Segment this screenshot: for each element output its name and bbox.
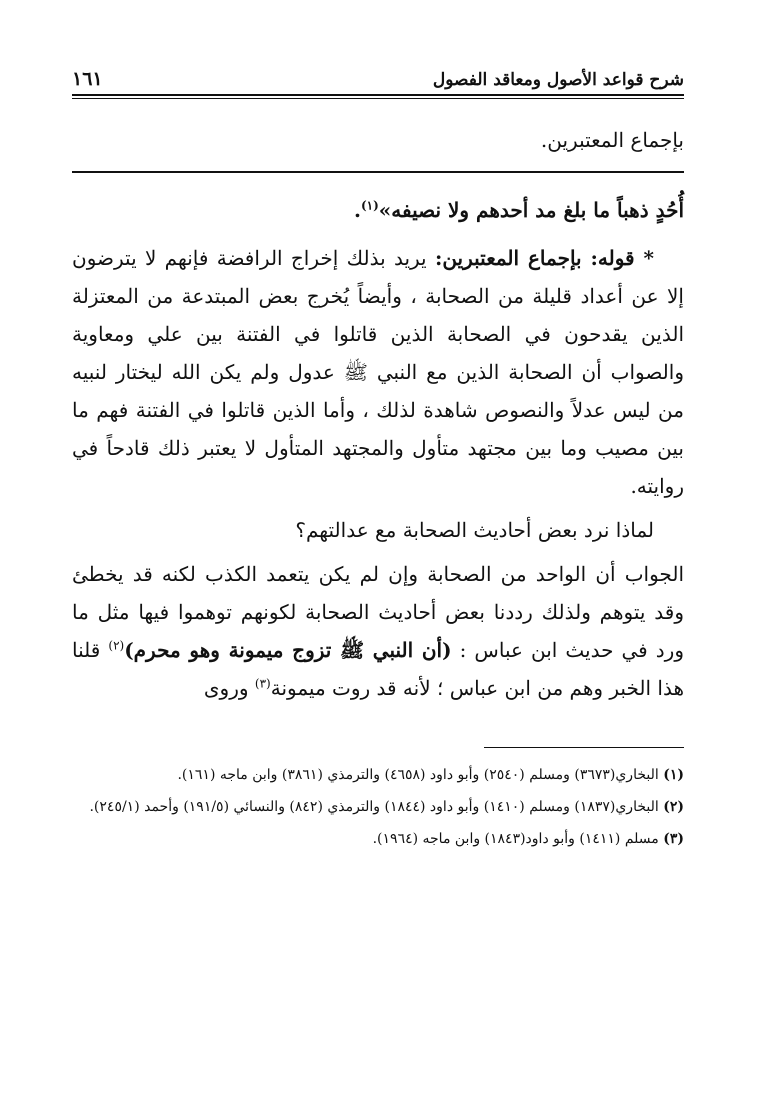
footnote-text: البخاري(٣٦٧٣) ومسلم (٢٥٤٠) وأبو داود (٤٦٥٨) والترمذي (٣٨٦١) وابن ماجه (١٦١).: [177, 767, 659, 783]
footnote-ref-2[interactable]: (٢): [108, 638, 125, 653]
answer-end: وروى: [203, 676, 249, 700]
hadith-quote-end: [72, 191, 684, 229]
footnote-mark: (٣): [663, 831, 684, 847]
footnotes: [72, 762, 684, 852]
footnote-text: البخاري(١٨٣٧) ومسلم (١٤١٠) وأبو داود (١٨٤٤) والترمذي (٨٤٢) والنسائي (١٩١/٥) وأحمد (٢٤٥/١).: [89, 799, 659, 815]
hadith-quote-tail: .: [353, 198, 361, 222]
answer-middle: قلنا هذا الخبر وهم من ابن عباس ؛ لأنه قد روت ميمونة: [72, 638, 684, 700]
previous-text-end: بإجماع المعتبرين.: [540, 128, 684, 152]
footnote-1: [72, 762, 684, 788]
footnote-ref-3[interactable]: (٣): [254, 676, 271, 691]
footnote-text: مسلم (١٤١١) وأبو داود(١٨٤٣) وابن ماجه (١٩٦٤).: [372, 831, 659, 847]
footnote-3: [72, 826, 684, 852]
running-header: [72, 58, 684, 90]
page-number: ١٦١: [72, 68, 103, 90]
footnote-mark: (١): [663, 767, 684, 783]
book-page: [72, 58, 684, 1098]
footnote-mark: (٢): [663, 799, 684, 815]
header-rule-thick: [72, 94, 684, 96]
book-title: شرح قواعد الأصول ومعاقد الفصول: [432, 70, 684, 90]
footnote-2: [72, 794, 684, 820]
header-rule-thin: [72, 98, 684, 99]
footnote-ref-1[interactable]: (١): [360, 198, 379, 213]
commentary-text: يريد بذلك إخراج الرافضة فإنهم لا يترضون إلا عن أعداد قليلة من الصحابة ، وأيضاً يُخرج بعض المبتدعة من المعتزلة الذين يقدحون في الصحابة الذين قاتلوا في الفتنة بين علي ومعاوية والصواب أن الصحابة الذين مع النبي ﷺ عدول ولم يكن الله ليختار لنبيه من ليس عدلاً والنصوص شاهدة لذلك ، وأما الذين قاتلوا في الفتنة فهم ما بين مصيب وما بين مجتهد متأول والمجتهد المتأول لا يعتبر ذلك قادحاً في روايته.: [72, 246, 684, 498]
section-divider: [72, 171, 684, 173]
footnote-separator: [484, 747, 684, 748]
commentary-paragraph: [72, 239, 684, 505]
question-line: لماذا نرد بعض أحاديث الصحابة مع عدالتهم؟: [295, 518, 654, 542]
hadith-citation: (أن النبي ﷺ تزوج ميمونة وهو محرم): [124, 638, 452, 662]
hadith-quote-text: أُحُدٍ ذهباً ما بلغ مد أحدهم ولا نصيفه»: [378, 198, 684, 222]
answer-paragraph: [72, 555, 684, 707]
commentary-lead: * قوله: بإجماع المعتبرين:: [434, 246, 654, 270]
answer-start: الجواب أن الواحد من الصحابة وإن لم يكن يتعمد الكذب لكنه قد يخطئ وقد يتوهم ولذلك رددنا بعض أحاديث الصحابة لكونهم توهموا فيها مثل ما ورد في حديث ابن عباس :: [72, 562, 685, 662]
